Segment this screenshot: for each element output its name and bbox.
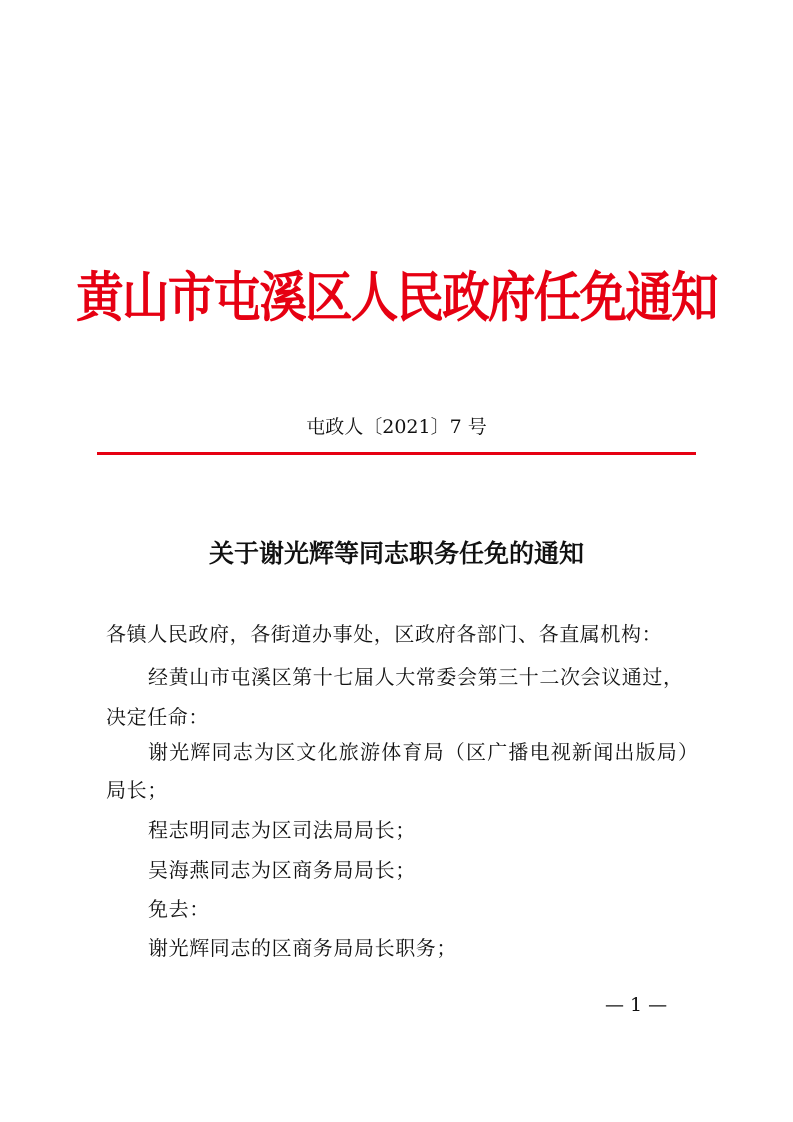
document-number: 屯政人〔2021〕7 号 bbox=[306, 416, 487, 438]
appointment-3: 吴海燕同志为区商务局局长； bbox=[148, 858, 416, 882]
appointment-1-line-1: 谢光辉同志为区文化旅游体育局（区广播电视新闻出版局） bbox=[148, 740, 700, 764]
dismissal-1: 谢光辉同志的区商务局局长职务； bbox=[148, 936, 457, 960]
intro-line-1: 经黄山市屯溪区第十七届人大常委会第三十二次会议通过， bbox=[148, 665, 684, 689]
page-number: — 1 — bbox=[605, 994, 668, 1016]
document-header-title: 黄山市屯溪区人民政府任免通知 bbox=[76, 265, 717, 329]
appointment-1-line-2: 局长； bbox=[106, 778, 168, 802]
dismissal-heading: 免去： bbox=[148, 897, 210, 921]
recipients-line: 各镇人民政府，各街道办事处，区政府各部门、各直属机构： bbox=[106, 622, 663, 646]
header-divider bbox=[97, 452, 696, 455]
notice-title: 关于谢光辉等同志职务任免的通知 bbox=[208, 539, 584, 568]
intro-line-2: 决定任命： bbox=[106, 705, 209, 729]
appointment-2: 程志明同志为区司法局局长； bbox=[148, 818, 416, 842]
